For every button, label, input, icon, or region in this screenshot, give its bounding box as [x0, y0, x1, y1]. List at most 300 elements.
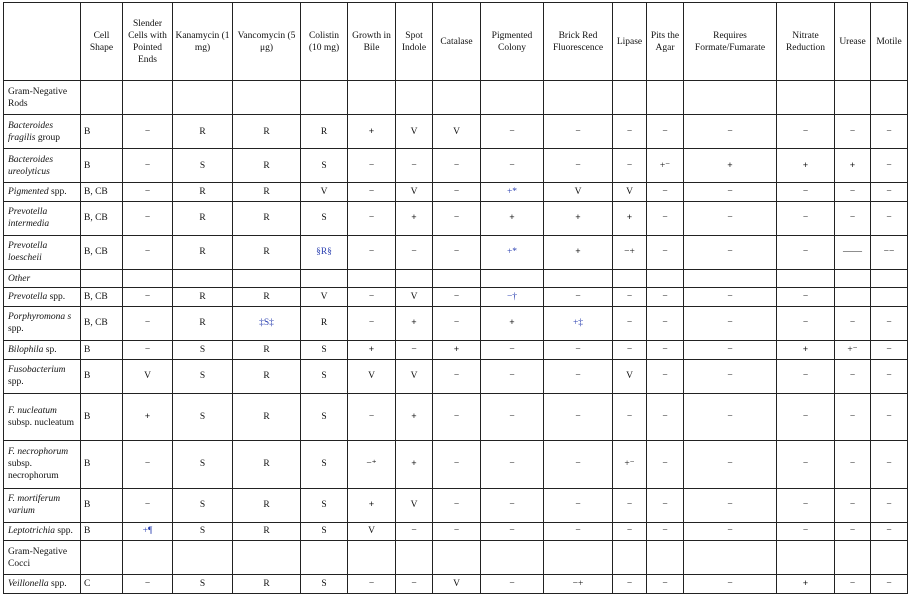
test-result: ‡S‡ — [233, 306, 301, 340]
test-result: +⁻ — [647, 149, 684, 183]
test-result: − — [481, 441, 544, 488]
organism-name: F. nucleatum subsp. nucleatum — [4, 393, 81, 440]
test-result — [835, 288, 871, 307]
cell-shape: B — [81, 393, 123, 440]
test-result: +* — [481, 183, 544, 202]
test-result: − — [481, 575, 544, 594]
test-result: − — [481, 341, 544, 360]
test-result: − — [433, 393, 481, 440]
test-result: + — [348, 115, 396, 149]
test-result: + — [396, 306, 433, 340]
empty-cell — [647, 81, 684, 115]
test-result: − — [777, 522, 835, 541]
section-label: Gram-Negative Cocci — [4, 541, 81, 575]
test-result: R — [233, 575, 301, 594]
test-result: − — [835, 306, 871, 340]
table-row — [4, 288, 908, 307]
test-result: − — [481, 522, 544, 541]
test-result: − — [684, 235, 777, 269]
test-result: − — [123, 288, 173, 307]
test-result: R — [233, 441, 301, 488]
test-result: − — [433, 359, 481, 393]
test-result: − — [871, 359, 908, 393]
organism-name: Leptotrichia spp. — [4, 522, 81, 541]
test-result: − — [123, 341, 173, 360]
test-result: − — [871, 488, 908, 522]
test-result: R — [233, 359, 301, 393]
empty-cell — [871, 81, 908, 115]
test-result: −+ — [544, 575, 613, 594]
test-result: − — [544, 288, 613, 307]
table-row — [4, 183, 908, 202]
test-result: − — [544, 488, 613, 522]
test-result: V — [396, 288, 433, 307]
test-result: − — [684, 115, 777, 149]
test-result: + — [777, 575, 835, 594]
section-label: Gram-Negative Rods — [4, 81, 81, 115]
column-header: Kanamycin (1 mg) — [173, 3, 233, 81]
organism-name: Fusobacterium spp. — [4, 359, 81, 393]
empty-cell — [613, 81, 647, 115]
test-result: S — [173, 488, 233, 522]
test-result: − — [835, 522, 871, 541]
test-result: − — [433, 183, 481, 202]
test-result: − — [647, 359, 684, 393]
test-result: S — [173, 575, 233, 594]
test-result: − — [544, 522, 613, 541]
test-result: − — [777, 393, 835, 440]
test-result: S — [301, 522, 348, 541]
test-result: − — [647, 288, 684, 307]
column-header: Pits the Agar — [647, 3, 684, 81]
test-result: − — [396, 575, 433, 594]
column-header: Brick Red Fluorescence — [544, 3, 613, 81]
test-result: V — [301, 183, 348, 202]
test-result: − — [433, 441, 481, 488]
test-result: − — [544, 359, 613, 393]
test-result: R — [233, 149, 301, 183]
test-result: R — [301, 306, 348, 340]
test-result: − — [871, 115, 908, 149]
test-result: R — [173, 235, 233, 269]
organism-name: Prevotella loescheii — [4, 235, 81, 269]
test-result: − — [647, 115, 684, 149]
test-result: R — [233, 522, 301, 541]
test-result: − — [544, 441, 613, 488]
test-result: S — [301, 341, 348, 360]
test-result: − — [613, 488, 647, 522]
test-result: − — [481, 488, 544, 522]
column-header: Colistin (10 mg) — [301, 3, 348, 81]
table-row — [4, 306, 908, 340]
empty-cell — [481, 81, 544, 115]
test-result: S — [301, 149, 348, 183]
test-result: V — [613, 359, 647, 393]
test-result: V — [301, 288, 348, 307]
empty-cell — [684, 269, 777, 288]
organism-name: Bacteroides fragilis group — [4, 115, 81, 149]
test-result: − — [777, 488, 835, 522]
cell-shape: B, CB — [81, 306, 123, 340]
test-result: − — [684, 306, 777, 340]
test-result: S — [301, 441, 348, 488]
test-result: S — [301, 393, 348, 440]
test-result: − — [777, 288, 835, 307]
test-result: +⁻ — [835, 341, 871, 360]
organism-name: F. mortiferum varium — [4, 488, 81, 522]
test-result: − — [871, 341, 908, 360]
table-row — [4, 441, 908, 488]
test-result: R — [233, 488, 301, 522]
test-result: + — [481, 306, 544, 340]
empty-cell — [81, 269, 123, 288]
table-row — [4, 341, 908, 360]
empty-cell — [233, 269, 301, 288]
section-label: Other — [4, 269, 81, 288]
test-result: R — [233, 115, 301, 149]
test-result: − — [544, 149, 613, 183]
test-result: +‡ — [544, 306, 613, 340]
empty-cell — [123, 269, 173, 288]
test-result: − — [433, 288, 481, 307]
test-result: − — [481, 359, 544, 393]
table-row — [4, 235, 908, 269]
test-result: + — [684, 149, 777, 183]
cell-shape: B, CB — [81, 183, 123, 202]
test-result: − — [647, 235, 684, 269]
empty-cell — [301, 541, 348, 575]
test-result: V — [123, 359, 173, 393]
empty-cell — [544, 269, 613, 288]
test-result: − — [647, 201, 684, 235]
test-result: − — [871, 149, 908, 183]
identification-table — [3, 2, 908, 594]
test-result: − — [433, 235, 481, 269]
test-result: − — [777, 201, 835, 235]
test-result: − — [433, 201, 481, 235]
test-result: + — [348, 488, 396, 522]
test-result: − — [613, 522, 647, 541]
test-result: − — [613, 115, 647, 149]
test-result: − — [123, 115, 173, 149]
test-result: − — [433, 488, 481, 522]
test-result: − — [647, 393, 684, 440]
test-result: S — [301, 575, 348, 594]
test-result: R — [233, 235, 301, 269]
test-result: R — [173, 288, 233, 307]
cell-shape: B — [81, 359, 123, 393]
test-result: − — [835, 115, 871, 149]
empty-cell — [348, 541, 396, 575]
empty-cell — [835, 269, 871, 288]
test-result: − — [123, 149, 173, 183]
test-result: − — [835, 575, 871, 594]
section-row — [4, 81, 908, 115]
empty-cell — [544, 541, 613, 575]
table-row — [4, 393, 908, 440]
test-result: − — [348, 183, 396, 202]
cell-shape: B — [81, 149, 123, 183]
empty-cell — [481, 541, 544, 575]
test-result: − — [433, 149, 481, 183]
column-header: Requires Formate/Fumarate — [684, 3, 777, 81]
column-header: Spot Indole — [396, 3, 433, 81]
empty-cell — [647, 269, 684, 288]
organism-name: Bacteroides ureolyticus — [4, 149, 81, 183]
empty-cell — [871, 541, 908, 575]
organism-name: F. necrophorum subsp. necrophorum — [4, 441, 81, 488]
test-result: − — [777, 359, 835, 393]
test-result: R — [233, 288, 301, 307]
organism-name: Prevotella spp. — [4, 288, 81, 307]
test-result: − — [871, 575, 908, 594]
empty-cell — [396, 269, 433, 288]
test-result: − — [684, 201, 777, 235]
test-result: V — [396, 359, 433, 393]
empty-cell — [777, 269, 835, 288]
table-row — [4, 522, 908, 541]
test-result: S — [173, 393, 233, 440]
test-result: − — [777, 183, 835, 202]
test-result: − — [348, 306, 396, 340]
test-result — [871, 288, 908, 307]
empty-cell — [396, 81, 433, 115]
test-result: + — [123, 393, 173, 440]
organism-name: Pigmented spp. — [4, 183, 81, 202]
test-result: + — [396, 441, 433, 488]
column-header: Pigmented Colony — [481, 3, 544, 81]
test-result: − — [396, 341, 433, 360]
cell-shape: B — [81, 522, 123, 541]
test-result: V — [433, 575, 481, 594]
test-result: + — [544, 201, 613, 235]
table-body — [4, 81, 908, 594]
column-header: Motile — [871, 3, 908, 81]
test-result: − — [348, 149, 396, 183]
cell-shape: B — [81, 115, 123, 149]
test-result: S — [173, 522, 233, 541]
column-header: Nitrate Reduction — [777, 3, 835, 81]
test-result: − — [123, 441, 173, 488]
empty-cell — [433, 541, 481, 575]
organism-name: Bilophila sp. — [4, 341, 81, 360]
column-header: Lipase — [613, 3, 647, 81]
test-result: − — [684, 341, 777, 360]
test-result: − — [835, 183, 871, 202]
cell-shape: B, CB — [81, 288, 123, 307]
empty-cell — [233, 541, 301, 575]
test-result: − — [613, 288, 647, 307]
test-result: − — [684, 183, 777, 202]
test-result: R — [233, 201, 301, 235]
test-result: +* — [481, 235, 544, 269]
table-row — [4, 149, 908, 183]
test-result: − — [777, 306, 835, 340]
test-result: − — [647, 183, 684, 202]
empty-cell — [348, 81, 396, 115]
empty-cell — [647, 541, 684, 575]
test-result: − — [835, 201, 871, 235]
cell-shape: B — [81, 488, 123, 522]
table-row — [4, 575, 908, 594]
cell-shape: B, CB — [81, 201, 123, 235]
test-result: V — [396, 183, 433, 202]
column-header: Vancomycin (5 μg) — [233, 3, 301, 81]
test-result: + — [348, 341, 396, 360]
cell-shape: B, CB — [81, 235, 123, 269]
test-result: V — [348, 359, 396, 393]
test-result: − — [348, 393, 396, 440]
test-result: − — [613, 149, 647, 183]
test-result: + — [777, 149, 835, 183]
section-row — [4, 269, 908, 288]
test-result: − — [777, 115, 835, 149]
test-result: − — [613, 341, 647, 360]
empty-cell — [301, 81, 348, 115]
test-result: − — [613, 575, 647, 594]
test-result: − — [684, 488, 777, 522]
test-result: − — [871, 522, 908, 541]
test-result: R — [173, 183, 233, 202]
test-result: − — [433, 306, 481, 340]
empty-cell — [871, 269, 908, 288]
test-result: − — [613, 306, 647, 340]
test-result: V — [396, 488, 433, 522]
empty-cell — [123, 81, 173, 115]
test-result: S — [173, 441, 233, 488]
table-row — [4, 359, 908, 393]
test-result: − — [647, 488, 684, 522]
empty-cell — [123, 541, 173, 575]
test-result: V — [613, 183, 647, 202]
table-row — [4, 488, 908, 522]
test-result: − — [544, 115, 613, 149]
test-result: − — [647, 341, 684, 360]
empty-cell — [684, 81, 777, 115]
test-result: − — [348, 575, 396, 594]
test-result: − — [871, 306, 908, 340]
test-result: + — [433, 341, 481, 360]
test-result: − — [684, 522, 777, 541]
test-result: V — [348, 522, 396, 541]
test-result: −† — [481, 288, 544, 307]
column-header: Growth in Bile — [348, 3, 396, 81]
test-result: V — [396, 115, 433, 149]
test-result: − — [123, 183, 173, 202]
empty-cell — [81, 541, 123, 575]
table-row — [4, 115, 908, 149]
test-result: − — [481, 393, 544, 440]
test-result: S — [173, 341, 233, 360]
test-result: − — [123, 235, 173, 269]
empty-cell — [544, 81, 613, 115]
table-row — [4, 201, 908, 235]
test-result: − — [433, 522, 481, 541]
test-result: R — [233, 393, 301, 440]
empty-cell — [173, 541, 233, 575]
test-result: − — [835, 488, 871, 522]
test-result: − — [544, 393, 613, 440]
test-result: R — [173, 306, 233, 340]
test-result: − — [684, 359, 777, 393]
test-result: − — [835, 359, 871, 393]
test-result: − — [396, 149, 433, 183]
test-result: −+ — [613, 235, 647, 269]
empty-cell — [777, 81, 835, 115]
empty-cell — [396, 541, 433, 575]
test-result: S — [301, 488, 348, 522]
test-result: S — [173, 359, 233, 393]
test-result: − — [871, 201, 908, 235]
test-result: − — [481, 149, 544, 183]
test-result: − — [348, 235, 396, 269]
test-result: − — [835, 441, 871, 488]
column-header: Urease — [835, 3, 871, 81]
section-row — [4, 541, 908, 575]
empty-cell — [835, 541, 871, 575]
test-result: + — [777, 341, 835, 360]
test-result: − — [396, 235, 433, 269]
test-result: − — [647, 575, 684, 594]
test-result: +⁻ — [613, 441, 647, 488]
column-header — [4, 3, 81, 81]
empty-cell — [81, 81, 123, 115]
empty-cell — [613, 541, 647, 575]
test-result: +¶ — [123, 522, 173, 541]
test-result: + — [396, 201, 433, 235]
empty-cell — [173, 269, 233, 288]
test-result: + — [481, 201, 544, 235]
column-header: Cell Shape — [81, 3, 123, 81]
test-result: −− — [871, 235, 908, 269]
test-result: − — [348, 288, 396, 307]
test-result: §R§ — [301, 235, 348, 269]
test-result: −⁺ — [348, 441, 396, 488]
header-row — [4, 3, 908, 81]
empty-cell — [348, 269, 396, 288]
empty-cell — [433, 269, 481, 288]
test-result: − — [544, 341, 613, 360]
test-result: − — [684, 393, 777, 440]
test-result: − — [123, 488, 173, 522]
empty-cell — [233, 81, 301, 115]
test-result: + — [835, 149, 871, 183]
test-result: − — [871, 183, 908, 202]
empty-cell — [433, 81, 481, 115]
test-result: − — [123, 306, 173, 340]
organism-name: Veillonella spp. — [4, 575, 81, 594]
column-header: Slender Cells with Pointed Ends — [123, 3, 173, 81]
empty-cell — [777, 541, 835, 575]
column-header: Catalase — [433, 3, 481, 81]
test-result: − — [777, 235, 835, 269]
empty-cell — [301, 269, 348, 288]
test-result: − — [123, 201, 173, 235]
empty-cell — [835, 81, 871, 115]
test-result: R — [233, 341, 301, 360]
empty-cell — [613, 269, 647, 288]
cell-shape: B — [81, 341, 123, 360]
test-result: V — [544, 183, 613, 202]
test-result: + — [544, 235, 613, 269]
cell-shape: B — [81, 441, 123, 488]
test-result: − — [396, 522, 433, 541]
test-result: − — [871, 441, 908, 488]
test-result: R — [233, 183, 301, 202]
test-result: V — [433, 115, 481, 149]
test-result: − — [647, 522, 684, 541]
organism-name: Prevotella intermedia — [4, 201, 81, 235]
